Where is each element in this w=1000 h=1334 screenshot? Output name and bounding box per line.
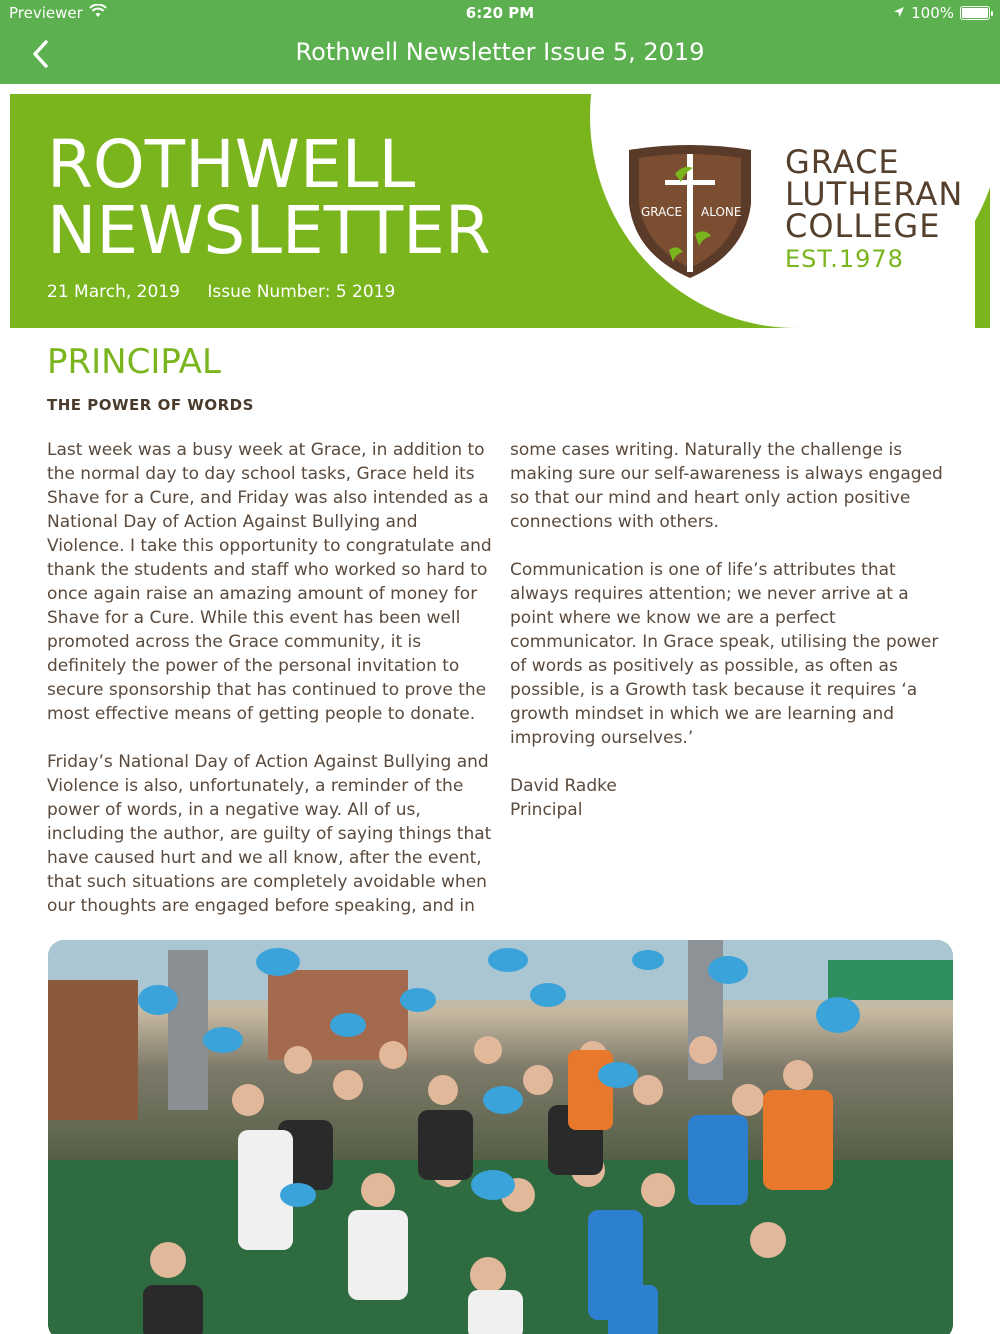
school-line-3: COLLEGE [785, 207, 941, 245]
article-column-1 [47, 438, 492, 942]
school-line-1: GRACE [785, 143, 900, 181]
paragraph: Friday’s National Day of Action Against Bullying and Violence is also, unfortunately, a reminder of the power of words, in a negative way. All of us, including the author, are guilty of saying things that have caused hurt and we all know, after the event, that such situations are completely avoidable when our thoughts are engaged before speaking, and in [47, 752, 492, 916]
newsletter-page [10, 94, 990, 1334]
school-crest-icon [625, 144, 755, 280]
paragraph: Communication is one of life’s attributes that always requires attention; we never arrive at a point where we know we are a perfect communicator. In Grace speak, utilising the power of words as positively as possible, as often as possible, is a Growth task because it requires ‘a growth mindset in which we are learning and improving ourselves.’ [510, 560, 939, 748]
status-time: 6:20 PM [465, 4, 535, 22]
issue-number: Issue Number: 5 2019 [207, 282, 396, 302]
battery-percent: 100% [911, 4, 954, 22]
school-name [785, 143, 964, 274]
crest-text-right: ALONE [701, 205, 742, 219]
photo-illustration [48, 940, 953, 1334]
issue-date: 21 March, 2019 [47, 282, 180, 302]
status-bar [0, 0, 1000, 28]
event-photo [48, 940, 953, 1334]
title-line-2: NEWSLETTER [47, 192, 491, 269]
top-bar [0, 0, 1000, 84]
battery-icon [960, 6, 990, 20]
location-arrow-icon [893, 4, 905, 22]
crest-text-left: GRACE [641, 205, 683, 219]
issue-meta [47, 282, 395, 302]
nav-title: Rothwell Newsletter Issue 5, 2019 [295, 38, 705, 66]
signature-name: David Radke [510, 776, 617, 796]
paragraph: some cases writing. Naturally the challenge is making sure our self-awareness is always engaged so that our mind and heart only action positive connections with others. [510, 440, 943, 532]
newsletter-banner [10, 94, 990, 328]
section-title: PRINCIPAL [47, 342, 221, 382]
carrier-label: Previewer [9, 4, 83, 22]
article-column-2 [510, 438, 955, 846]
school-established: EST.1978 [785, 245, 904, 273]
signature-title: Principal [510, 800, 583, 820]
title-line-1: ROTHWELL [47, 126, 416, 203]
signature [510, 774, 955, 822]
paragraph: Last week was a busy week at Grace, in addition to the normal day to day school tasks, Grace held its Shave for a Cure, and Friday was also intended as a National Day of Action Against Bullying and Violence. I take this opportunity to congratulate and thank the students and staff who worked so hard to once again raise an amazing amount of money for Shave for a Cure. While this event has been well promoted across the Grace community, it is definitely the power of the personal invitation to secure sponsorship that has continued to prove the most effective means of getting people to donate. [47, 440, 492, 724]
status-right [893, 4, 990, 22]
article-subhead: THE POWER OF WORDS [47, 396, 254, 414]
school-line-2: LUTHERAN [785, 175, 964, 213]
newsletter-title [47, 126, 491, 269]
